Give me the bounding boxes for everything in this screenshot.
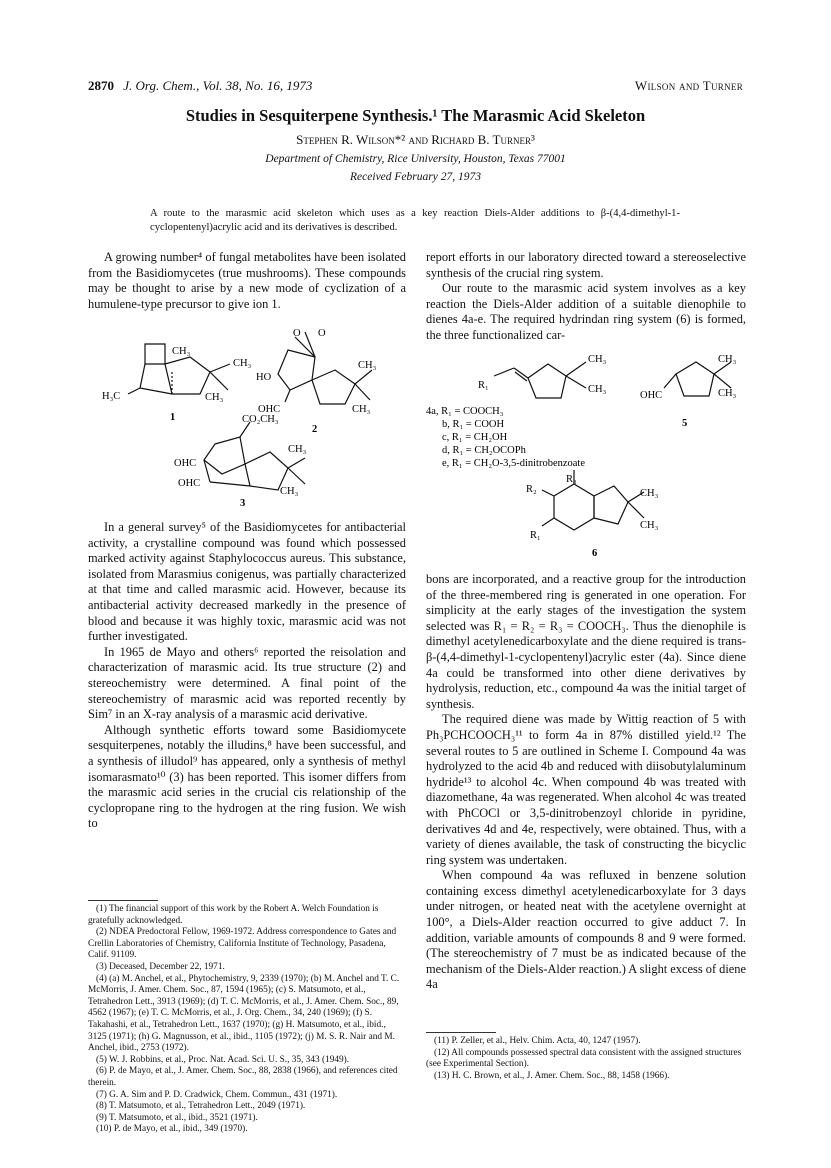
article-authors: Stephen R. Wilson*² and Richard B. Turner³ [296,132,535,147]
c1-ch3-c: CH₃ [205,392,224,403]
c4-ch3-b: CH₃ [588,384,607,395]
footnote: (11) P. Zeller, et al., Helv. Chim. Acta, 40, 1247 (1957). [434,1036,641,1046]
received-date: Received February 27, 1973 [350,171,481,183]
page-number: 2870 [88,78,114,93]
footnote: (3) Deceased, December 22, 1971. [96,961,225,972]
c4-list-d: d, R₁ = CH₂OCOPh [442,445,526,456]
c1-label: 1 [170,412,176,423]
c2-o2: O [318,328,326,339]
c3-ohc-a: OHC [174,458,197,469]
c2-ohc: OHC [258,404,281,415]
c4-list-e: e, R₁ = CH₂O-3,5-dinitrobenzoate [442,458,586,469]
footnote: (10) P. de Mayo, et al., ibid., 349 (1970). [96,1124,248,1135]
c1-ch3-b: CH₃ [233,358,252,369]
c2-ch3-b: CH₃ [352,404,371,415]
structures-1-2-3 [100,322,400,512]
c6-label: 6 [592,548,598,559]
affiliation: Department of Chemistry, Rice University, Houston, Texas 77001 [265,153,566,165]
c3-ch3-b: CH₃ [280,486,299,497]
footnotes-right [426,1036,746,1082]
c5-label: 5 [682,418,688,429]
right-column-intro [426,250,746,344]
footnote: (8) T. Matsumoto, et al., Tetrahedron Lett., 2049 (1971). [96,1101,306,1112]
abstract: A route to the marasmic acid skeleton which uses as a key reaction Diels-Alder additions to β-(4,4-dimethyl-1-cyclopentenyl)acrylic acid and its derivatives is described. [150,208,680,233]
c6-r3: R₃ [566,474,577,485]
footnote-rule [88,900,158,901]
structures-4-5-6 [426,346,746,568]
c3-ch3-a: CH₃ [288,444,307,455]
c6-r2: R₂ [526,484,537,495]
c3-co2ch3: CO₂CH₃ [242,414,279,425]
c2-ho: HO [256,372,272,383]
journal-citation: J. Org. Chem., Vol. 38, No. 16, 1973 [123,78,313,93]
c4-list-a: 4a, R₁ = COOCH₃ [426,406,504,417]
footnote: (2) NDEA Predoctoral Fellow, 1969-1972. Address correspondence to Gates and Crellin Laboratories of Chemistry, California Institute of Technology, Pasadena, Calif. 91109. [88,927,397,961]
c1-h3c: H₃C [102,391,121,402]
c1-ch3-a: CH₃ [172,346,191,357]
c4-list-c: c, R₁ = CH₂OH [442,432,508,443]
c5-ch3-b: CH₃ [718,388,737,399]
footnote: (1) The financial support of this work by the Robert A. Welch Foundation is gratefully acknowledged. [88,904,379,926]
c6-r1: R₁ [530,530,541,541]
footnote: (6) P. de Mayo, et al., J. Amer. Chem. Soc., 88, 2838 (1966), and references cited therein. [88,1066,398,1088]
footnote: (9) T. Matsumoto, et al., ibid., 3521 (1971). [96,1112,258,1123]
footnote: (13) H. C. Brown, et al., J. Amer. Chem. Soc., 88, 1458 (1966). [434,1070,670,1081]
footnote: (4) (a) M. Anchel, et al., Phytochemistry, 9, 2339 (1970); (b) M. Anchel and T. C. McMorris, J. Amer. Chem. Soc., 87, 1594 (1965); (c) S. Matsumoto, et al., Tetrahedron Lett., 3913 (1969); (d) T. C. McMorris, et al., J. Amer. Chem. Soc., 89, 4562 (1967); (e) T. C. McMorris, et al., J. Org. Chem., 34, 240 (1969); (f) S. Takahashi, et al., Tetrahedron Lett., 1637 (1970); (g) H. Matsumoto, et al., ibid., 3125 (1971); (h) G. Magnusson, et al., ibid., 1105 (1972); (j) M. S. R. Nair and M. Anchel, ibid., 2753 (1972). [88,973,400,1054]
footnote: (12) All compounds possessed spectral data consistent with the assigned structures (see Experimental Section). [426,1047,742,1070]
left-column-body [88,520,406,832]
right-column-body [426,572,746,993]
paragraph: Although synthetic efforts toward some Basidiomycete sesquiterpenes, notably the illudins,⁸ have been successful, and a synthesis of illudol⁹ has appeared, only a synthesis of methyl isomarasmato¹⁰ (3) has been reported. This isomer differs from the marasmic acid series in the crucial cis relationship of the cyclopropane ring to the hydrogen at the ring fusion. We wish to [88,722,406,831]
c4-ch3-a: CH₃ [588,354,607,365]
c3-label: 3 [240,498,246,509]
paragraph: The required diene was made by Wittig reaction of 5 with Ph₃PCHCOOCH₃¹¹ to form 4a in 87% distilled yield.¹² The several routes to 5 are outlined in Scheme I. Compound 4a was hydrolyzed to the acid 4b and reduced with diisobutylaluminum hydride¹³ to alcohol 4c. When compound 4b was treated with diazomethane, 4a was regenerated. When alcohol 4c was treated with PhCOCl or 3,5-dinitrobenzoyl chloride in pyridine, derivatives 4d and 4e, respectively, were obtained. Thus, with a variety of dienes available, the task of constructing the bicyclic ring system was undertaken. [426,712,746,867]
paragraph: bons are incorporated, and a reactive group for the introduction of the three-membered ring is generated in one operation. For simplicity at the early stages of the investigation the system selected was R₁ = R₂ = R₃ = COOCH₃. Thus the dienophile is dimethyl acetylenedicarboxylate and the diene required is trans-β-(4,4-dimethyl-1-cyclopentenyl)acrylic ester (4a). Since diene 4a could be transformed into other diene derivatives by hydrolysis, reduction, etc., compound 4a was the initial target of synthesis. [426,572,746,711]
paragraph: Our route to the marasmic acid system involves as a key reaction the Diels-Alder addition of a suitable dienophile to dienes 4a-e. The required hydrindan ring system (6) is formed, the three functionalized car- [426,281,746,342]
paragraph: report efforts in our laboratory directed toward a stereoselective synthesis of the crucial ring system. [426,250,746,280]
running-authors: Wilson and Turner [634,78,743,93]
c4-list-b: b, R₁ = COOH [442,419,505,430]
article-title: Studies in Sesquiterpene Synthesis.¹ The Marasmic Acid Skeleton [185,106,646,125]
footnote: (5) W. J. Robbins, et al., Proc. Nat. Acad. Sci. U. S., 35, 343 (1949). [96,1054,350,1065]
c2-o1: O [293,328,301,339]
paragraph: In 1965 de Mayo and others⁶ reported the reisolation and characterization of marasmic acid. Its true structure (2) and stereochemistry were determined. A final point of the stereochemistry of marasmic acid was reported recently by Sim⁷ in an X-ray analysis of a marasmic acid derivative. [88,644,406,722]
footnotes-left [88,904,406,1136]
paragraph: In a general survey⁵ of the Basidiomycetes for antibacterial activity, a crystalline compound was found which possessed marked activity against Staphylococcus aureus. This substance, isolated from Marasmius conigenus, was partially characterized at that time and called marasmic acid. However, because its antibacterial activity decreased markedly in the presence of blood and because it was highly toxic, marasmic acid was not further investigated. [88,520,406,644]
c6-ch3-b: CH₃ [640,520,659,531]
c2-label: 2 [312,424,318,435]
c4-r1: R₁ [478,380,489,391]
c5-ch3-a: CH₃ [718,354,737,365]
c3-ohc-b: OHC [178,478,201,489]
paragraph: A growing number⁴ of fungal metabolites have been isolated from the Basidiomycetes (true mushrooms). These compounds may be thought to arise by a new mode of cyclization of a humulene-type precursor to give ion 1. [88,250,406,311]
left-column-intro [88,250,406,312]
running-header [88,78,743,96]
paragraph: When compound 4a was refluxed in benzene solution containing excess dimethyl acetylenedicarboxylate for 3 days under nitrogen, or heated neat with the acetylene overnight at 100°, a Diels-Alder reaction occurred to give adduct 7. In addition, variable amounts of compounds 8 and 9 were formed. (The stereochemistry of 7 must be as indicated because of the mechanism of the Diels-Alder reaction.) A slight excess of diene 4a [426,868,746,992]
c5-ohc: OHC [640,390,663,401]
footnote: (7) G. A. Sim and P. D. Cradwick, Chem. Commun., 431 (1971). [96,1089,338,1100]
footnote-rule [426,1032,496,1033]
c2-ch3-a: CH₃ [358,360,377,371]
c6-ch3-a: CH₃ [640,488,659,499]
